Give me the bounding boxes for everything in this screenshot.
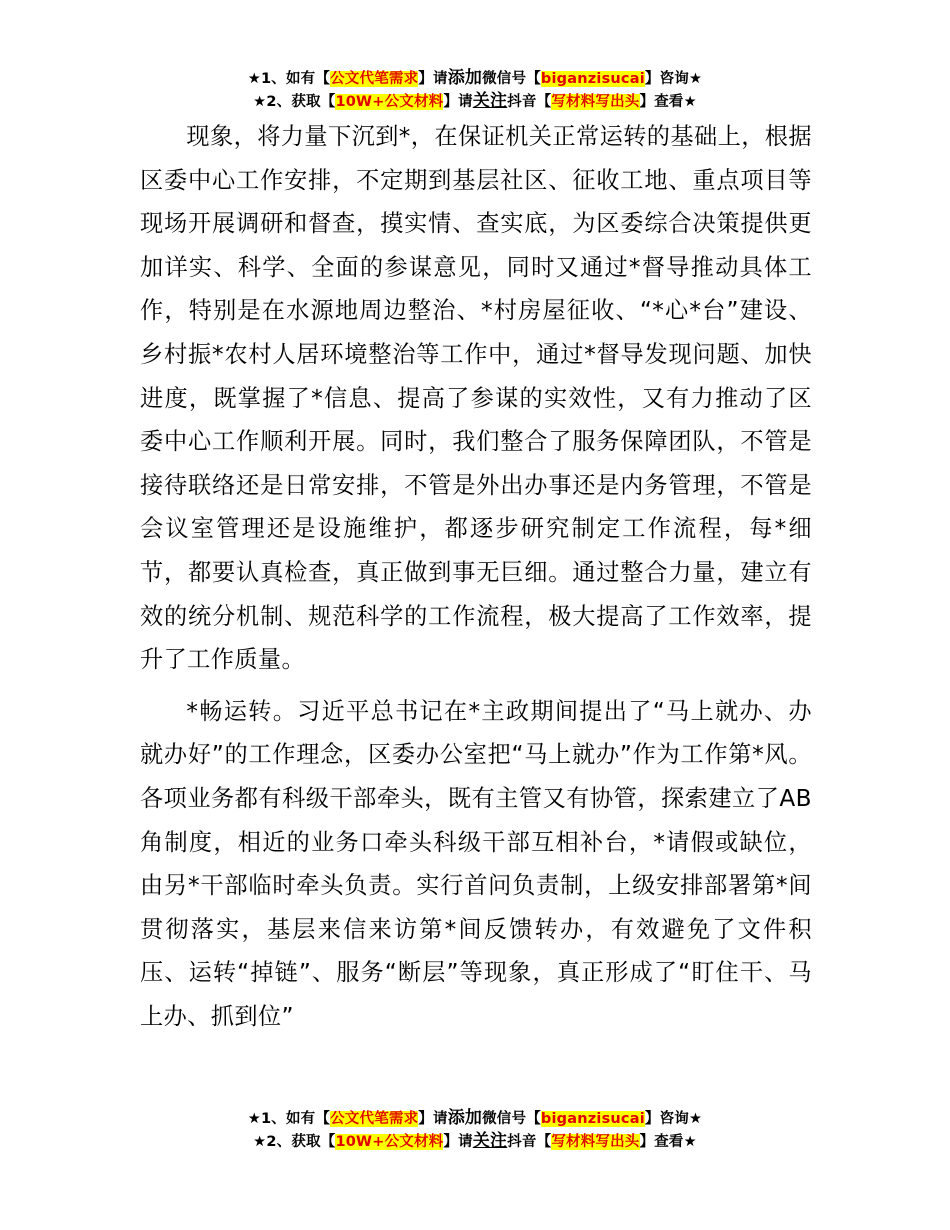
- promo-text: 】请: [443, 94, 473, 110]
- promo-text: 关注: [472, 1131, 508, 1151]
- promo-highlight: 10W+公文材料: [335, 94, 444, 110]
- promo-text: ★2、获取【: [253, 1134, 336, 1150]
- promo-text: 抖音【: [507, 1134, 552, 1150]
- promo-text: 】请: [418, 71, 448, 87]
- body-paragraph: 现象，将力量下沉到*，在保证机关正常运转的基础上，根据区委中心工作安排，不定期到基层社区、征收工地、重点项目等现场开展调研和督查，摸实情、查实底，为区委综合决策提供更加详实、科学、全面的参谋意见，同时又通过*督导推动具体工作，特别是在水源地周边整治、*村房屋征收、“*心*台”建设、乡村振*农村人居环境整治等工作中，通过*督导发现问题、加快进度，既掌握了*信息、提高了参谋的实效性，又有力推动了区委中心工作顺利开展。同时，我们整合了服务保障团队，不管是接待联络还是日常安排，不管是外出办事还是内务管理，不管是会议室管理还是设施维护，都逐步研究制定工作流程，每*细节，都要认真检查，真正做到事无巨细。通过整合力量，建立有效的统分机制、规范科学的工作流程，极大提高了工作效率，提升了工作质量。: [140, 123, 812, 674]
- promo-text: 】查看★: [639, 1134, 697, 1150]
- promo-highlight: 公文代笔需求: [330, 1111, 419, 1127]
- promo-highlight: biganzisucai: [540, 1111, 645, 1127]
- promo-text: ★1、如有【: [247, 71, 331, 87]
- promo-text: 微信号【: [482, 1111, 541, 1127]
- promo-text: 抖音【: [507, 94, 552, 110]
- footer-promo-banner: [0, 1107, 950, 1153]
- promo-text: 】咨询★: [644, 1111, 703, 1127]
- body-paragraph: *畅运转。习近平总书记在*主政期间提出了“马上就办、办就办好”的工作理念，区委办公室把“马上就办”作为工作第*风。各项业务都有科级干部牵头，既有主管又有协管，探索建立了AB角制度，相近的业务口牵头科级干部互相补台，*请假或缺位，由另*干部临时牵头负责。实行首问负责制，上级安排部署第*间贯彻落实，基层来信来访第*间反馈转办，有效避免了文件积压、运转“掉链”、服务“断层”等现象，真正形成了“盯住干、马上办、抓到位”: [140, 697, 812, 1030]
- promo-text: 添加: [447, 68, 483, 88]
- document-body: [140, 115, 812, 1038]
- promo-highlight: 公文代笔需求: [330, 71, 419, 87]
- promo-text: 】查看★: [639, 94, 697, 110]
- promo-text: 微信号【: [482, 71, 541, 87]
- promo-text: 】请: [443, 1134, 473, 1150]
- promo-highlight: 写材料写出头: [551, 1134, 640, 1150]
- header-promo-banner: [0, 67, 950, 113]
- promo-highlight: 写材料写出头: [551, 94, 640, 110]
- promo-highlight: biganzisucai: [540, 71, 645, 87]
- promo-text: ★1、如有【: [247, 1111, 331, 1127]
- promo-text: 添加: [447, 1108, 483, 1128]
- promo-text: 关注: [472, 91, 508, 111]
- promo-line-2: [0, 90, 950, 113]
- promo-highlight: 10W+公文材料: [335, 1134, 444, 1150]
- promo-line-2: [0, 1130, 950, 1153]
- promo-text: 】咨询★: [644, 71, 703, 87]
- promo-line-1: [0, 67, 950, 90]
- promo-line-1: [0, 1107, 950, 1130]
- promo-text: 】请: [418, 1111, 448, 1127]
- promo-text: ★2、获取【: [253, 94, 336, 110]
